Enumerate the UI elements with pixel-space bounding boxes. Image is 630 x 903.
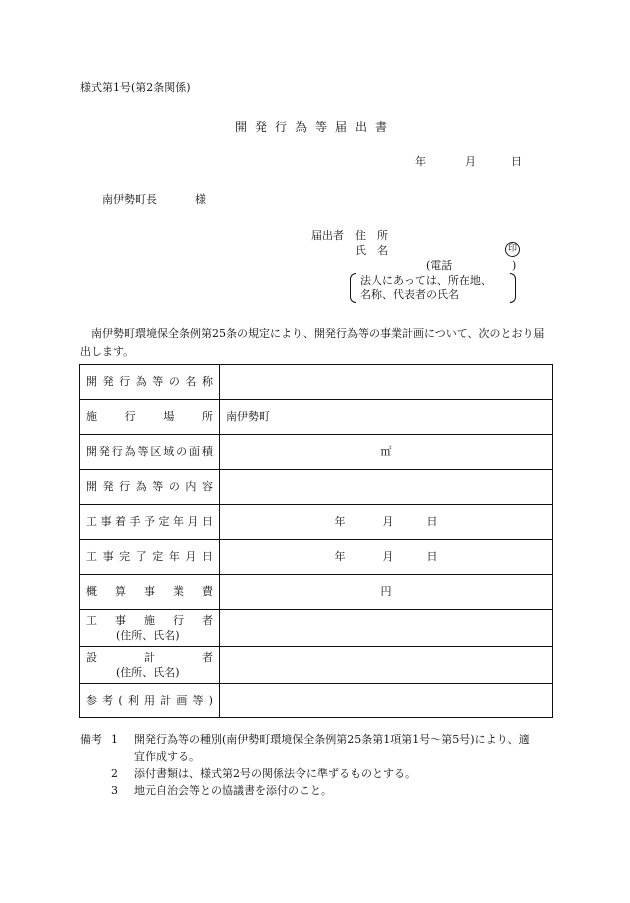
value-day: 日 (426, 550, 438, 564)
notes (80, 731, 550, 799)
tel-label: (電話 (426, 259, 453, 272)
label-text: 施 行 場 所 (86, 410, 213, 424)
table-row (80, 647, 553, 684)
label-text: 設 計 者 (86, 650, 213, 664)
addressee-name: 南伊勢町長 (102, 193, 157, 206)
value-cell[interactable]: 南伊勢町 (220, 400, 553, 435)
corporation-note-line2: 名称、代表者の氏名 (360, 288, 459, 301)
note-number: 1 (111, 733, 118, 746)
value-cell[interactable] (220, 610, 553, 647)
table-row (80, 684, 553, 718)
value-month: 月 (382, 515, 394, 529)
value-cell[interactable] (220, 684, 553, 718)
info-table (79, 364, 553, 718)
row-label (80, 540, 220, 575)
note-continuation: 宜作成する。 (134, 750, 200, 763)
value-cell[interactable] (220, 540, 553, 575)
tel-close: ) (512, 259, 517, 272)
row-label (80, 575, 220, 610)
value-cell[interactable] (220, 647, 553, 684)
note-text: 開発行為等の種別(南伊勢町環境保全条例第25条第1項第1号～第5号)により、適 (134, 733, 530, 746)
label-text: 参 考 ( 利 用 計 画 等 ) (86, 693, 213, 707)
value-cell[interactable]: ㎡ (220, 435, 553, 470)
value-year: 年 (334, 515, 346, 529)
label-text: 工 事 完 了 定 年 月 日 (86, 550, 213, 564)
addressee (102, 193, 206, 206)
label-sub: (住所、氏名) (116, 629, 180, 642)
intro-text: 南伊勢町環境保全条例第25条の規定により、開発行為等の事業計画について、次のとおり届出します。 (80, 327, 545, 358)
note-number: 3 (111, 784, 118, 797)
label-text: 工 事 施 行 者 (86, 613, 213, 627)
label-sub: (住所、氏名) (116, 666, 180, 679)
row-label (80, 684, 220, 718)
right-bracket (510, 273, 516, 303)
date-line (415, 155, 522, 168)
date-month: 月 (465, 155, 476, 168)
table-row (80, 470, 553, 505)
row-label (80, 505, 220, 540)
table-row (80, 400, 553, 435)
row-label (80, 610, 220, 647)
date-year: 年 (415, 155, 426, 168)
table-row (80, 365, 553, 400)
note-text: 地元自治会等との協議書を添付のこと。 (134, 784, 332, 797)
note-item (80, 765, 550, 782)
label-text: 開 発 行 為 等 区 域 の 面 積 (86, 445, 213, 459)
row-label (80, 470, 220, 505)
notes-head: 備考 (80, 733, 102, 746)
value-cell[interactable]: 円 (220, 575, 553, 610)
value-day: 日 (426, 515, 438, 529)
document-title: 開発行為等届出書 (234, 120, 395, 134)
value-cell[interactable] (220, 470, 553, 505)
label-text: 概 算 事 業 費 (86, 585, 213, 599)
left-bracket (350, 273, 356, 303)
form-number: 様式第1号(第2条関係) (80, 81, 191, 94)
value-year: 年 (334, 550, 346, 564)
row-label (80, 400, 220, 435)
value-cell[interactable] (220, 505, 553, 540)
table-row (80, 505, 553, 540)
note-item (80, 731, 550, 748)
table-row (80, 610, 553, 647)
value-month: 月 (382, 550, 394, 564)
date-day: 日 (511, 155, 522, 168)
label-text: 開 発 行 為 等 の 内 容 (86, 480, 213, 494)
table-row (80, 435, 553, 470)
note-item (80, 782, 550, 799)
label-text: 工 事 着 手 予 定 年 月 日 (86, 515, 213, 529)
corporation-note (350, 273, 516, 303)
label-text: 開 発 行 為 等 の 名 称 (86, 375, 213, 389)
name-label: 氏 名 (355, 244, 388, 257)
row-label (80, 647, 220, 684)
value-cell[interactable] (220, 365, 553, 400)
table-row (80, 575, 553, 610)
row-label (80, 365, 220, 400)
row-label (80, 435, 220, 470)
seal-mark: 印 (505, 242, 520, 257)
address-label: 住 所 (355, 229, 388, 242)
note-text: 添付書類は、様式第2号の関係法令に準ずるものとする。 (134, 767, 416, 780)
addressee-suffix: 様 (195, 193, 206, 206)
table-row (80, 540, 553, 575)
note-number: 2 (111, 767, 118, 780)
corporation-note-line1: 法人にあっては、所在地、 (360, 274, 492, 287)
submitter-label: 届出者 (311, 229, 344, 242)
